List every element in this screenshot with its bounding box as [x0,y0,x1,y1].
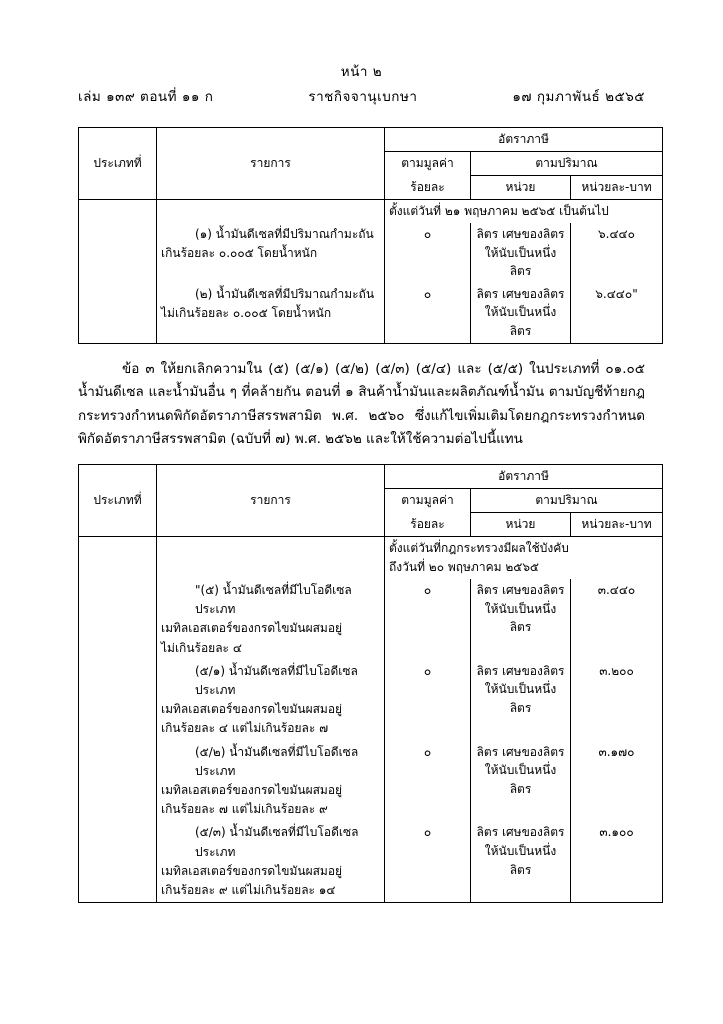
header-cell-rate-group: อัตราภาษี [385,465,663,489]
header-cell-rate-group: อัตราภาษี [385,128,663,152]
cell-type [79,660,157,741]
item-line: เมทิลเอสเตอร์ของกรดไขมันผสมอยู่ [161,621,343,636]
item-line: (๕/๓) น้ำมันดีเซลที่มีไบโอดีเซลประเภท [195,825,359,859]
header-cell-by-value-sub: ร้อยละ [385,513,471,537]
cell-unit [471,283,571,343]
effective-date-note [385,537,663,580]
item-line: เกินร้อยละ ๗ แต่ไม่เกินร้อยละ ๙ [161,802,328,817]
cell-rate: ๓.๔๔๐ [571,579,663,660]
cell-item [157,579,385,660]
gazette-header [78,85,645,111]
table-row [79,741,663,822]
cell-value: ๐ [385,283,471,343]
cell-value: ๐ [385,741,471,822]
header-date: ๑๗ กุมภาพันธ์ ๒๕๖๕ [512,89,645,105]
unit-line: ลิตร เศษของลิตร [476,583,565,598]
table-row [79,579,663,660]
item-line: ไม่เกินร้อยละ ๔ [161,640,242,655]
cell-item [157,741,385,822]
unit-line: ลิตร เศษของลิตร [476,227,565,241]
header-cell-by-quantity: ตามปริมาณ [471,489,663,513]
item-line: ไม่เกินร้อยละ ๐.๐๐๕ โดยน้ำหนัก [161,305,332,320]
rate-table-1 [78,127,663,344]
unit-line: ให้นับเป็นหนึ่งลิตร [484,305,557,338]
unit-line: ลิตร เศษของลิตร [476,286,565,301]
paragraph-text: ข้อ ๓ ให้ยกเลิกความใน (๕) (๕/๑) (๕/๒) (๕/๓) (๕/๔) และ (๕/๕) ในประเภทที่ ๐๑.๐๕ น้ำมันดีเซล และน้ำมันอื่น ๆ ที่คล้ายกัน ตอนที่ ๑ สินค้าน้ำมันและผลิตภัณฑ์น้ำมัน ตามบัญชีท้ายกฎกระทรวงกำหนดพิกัดอัตราภาษีสรรพสามิต พ.ศ. ๒๕๖๐ ซึ่งแก้ไขเพิ่มเติมโดยกฎกระทรวงกำหนดพิกัดอัตราภาษีสรรพสามิต (ฉบับที่ ๗) พ.ศ. ๒๕๖๒ และให้ใช้ความต่อไปนี้แทน [78,360,645,448]
cell-rate: ๖.๔๔๐ [571,223,663,283]
table-header-row [79,465,663,489]
note-line: ตั้งแต่วันที่กฎกระทรวงมีผลใช้บังคับ [389,541,569,556]
cell-type [79,537,157,580]
header-cell-by-value: ตามมูลค่า [385,152,471,176]
unit-line: ลิตร เศษของลิตร [476,663,565,678]
cell-item [157,821,385,902]
cell-type [79,821,157,902]
header-cell-by-value: ตามมูลค่า [385,489,471,513]
cell-type [79,579,157,660]
effective-date-note: ตั้งแต่วันที่ ๒๑ พฤษภาคม ๒๕๖๕ เป็นต้นไป [385,200,663,224]
cell-item [157,660,385,741]
header-cell-unit: หน่วย [471,513,571,537]
unit-line: ลิตร เศษของลิตร [476,825,565,840]
cell-value: ๐ [385,821,471,902]
item-line: เมทิลเอสเตอร์ของกรดไขมันผสมอยู่ [161,863,343,878]
cell-type [79,223,157,283]
cell-item [157,223,385,283]
cell-rate: ๓.๑๐๐ [571,821,663,902]
item-line: เกินร้อยละ ๐.๐๐๕ โดยน้ำหนัก [161,246,318,261]
unit-line: ให้นับเป็นหนึ่งลิตร [484,763,557,796]
cell-rate: ๓.๑๗๐ [571,741,663,822]
cell-value: ๐ [385,223,471,283]
header-cell-unit: หน่วย [471,176,571,200]
note-line: ถึงวันที่ ๒๐ พฤษภาคม ๒๕๖๕ [389,560,540,575]
table-header-row [79,128,663,152]
item-line: (๑) น้ำมันดีเซลที่มีปริมาณกำมะถัน [195,227,374,241]
header-cell-unit-rate: หน่วยละ-บาท [571,176,663,200]
table-row [79,821,663,902]
cell-unit [471,741,571,822]
header-cell-unit-rate: หน่วยละ-บาท [571,513,663,537]
header-cell-item: รายการ [157,128,385,200]
cell-type [79,741,157,822]
header-cell-type: ประเภทที่ [79,128,157,200]
cell-item [157,200,385,224]
cell-value: ๐ [385,660,471,741]
header-gazette-title: ราชกิจจานุเบกษา [308,89,418,105]
body-paragraph [78,358,645,453]
item-line: (๕/๒) น้ำมันดีเซลที่มีไบโอดีเซลประเภท [195,744,359,778]
cell-rate: ๖.๔๔๐" [571,283,663,343]
table-row [79,223,663,283]
cell-unit [471,579,571,660]
cell-type [79,283,157,343]
item-line: (๒) น้ำมันดีเซลที่มีปริมาณกำมะถัน [195,286,375,301]
header-cell-by-quantity: ตามปริมาณ [471,152,663,176]
unit-line: ให้นับเป็นหนึ่งลิตร [484,843,557,877]
cell-value: ๐ [385,579,471,660]
item-line: เมทิลเอสเตอร์ของกรดไขมันผสมอยู่ [161,782,343,797]
item-line: เกินร้อยละ ๙ แต่ไม่เกินร้อยละ ๑๔ [161,882,336,897]
cell-unit [471,660,571,741]
page-number: หน้า ๒ [340,64,383,80]
header-volume: เล่ม ๑๓๙ ตอนที่ ๑๑ ก [78,89,214,105]
unit-line: ให้นับเป็นหนึ่งลิตร [484,682,557,715]
cell-item [157,537,385,580]
table-note-row [79,537,663,580]
unit-line: ลิตร เศษของลิตร [476,744,565,759]
item-line: "(๕) น้ำมันดีเซลที่มีไบโอดีเซลประเภท [195,583,352,617]
cell-unit [471,821,571,902]
unit-line: ให้นับเป็นหนึ่งลิตร [484,245,557,279]
header-cell-by-value-sub: ร้อยละ [385,176,471,200]
cell-rate: ๓.๒๐๐ [571,660,663,741]
item-line: (๕/๑) น้ำมันดีเซลที่มีไบโอดีเซลประเภท [195,663,358,697]
item-line: เมทิลเอสเตอร์ของกรดไขมันผสมอยู่ [161,702,343,717]
cell-item [157,283,385,343]
cell-unit [471,223,571,283]
header-cell-type: ประเภทที่ [79,465,157,537]
cell-type [79,200,157,224]
item-line: เกินร้อยละ ๔ แต่ไม่เกินร้อยละ ๗ [161,721,329,736]
table-row [79,660,663,741]
rate-table-2 [78,464,663,903]
table-row [79,283,663,343]
header-cell-item: รายการ [157,465,385,537]
table-note-row [79,200,663,224]
unit-line: ให้นับเป็นหนึ่งลิตร [484,601,557,635]
